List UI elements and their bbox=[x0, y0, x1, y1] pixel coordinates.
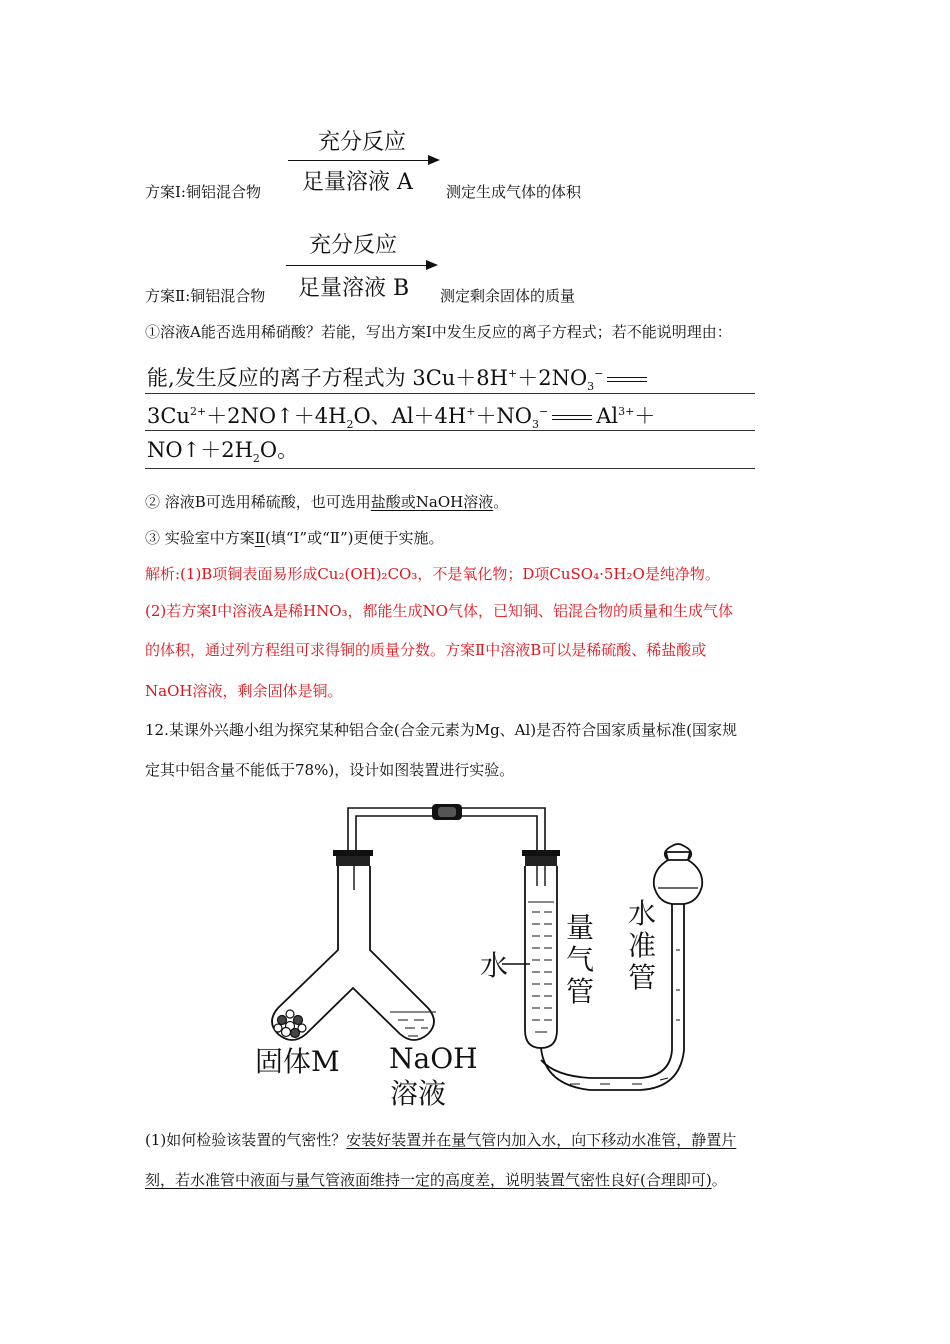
analysis-2-line-2: 的体积，通过列方程组可求得铜的质量分数。方案Ⅱ中溶液B可以是稀硫酸、稀盐酸或 bbox=[145, 641, 707, 659]
question-3: ③ 实验室中方案Ⅱ(填“Ⅰ”或“Ⅱ”)更便于实施。 bbox=[145, 529, 444, 547]
rubber-clip bbox=[432, 804, 462, 820]
y-tube bbox=[272, 866, 434, 1040]
rubber-u-tube bbox=[541, 904, 684, 1090]
scheme1-prefix: 方案Ⅰ:铜铝混合物 bbox=[145, 183, 261, 201]
label-gas-burette: 量气管 bbox=[566, 911, 595, 1008]
burette-water bbox=[528, 902, 554, 1032]
scheme2-condition-below: 足量溶液 B bbox=[298, 276, 410, 301]
analysis-1: 解析:(1)B项铜表面易形成Cu₂(OH)₂CO₃，不是氧化物；D项CuSO₄·5H₂O是纯净物。 bbox=[145, 565, 720, 583]
equal-sign bbox=[552, 415, 592, 420]
equal-sign bbox=[607, 377, 647, 382]
analysis-2-line-1: (2)若方案Ⅰ中溶液A是稀HNO₃，都能生成NO气体，已知铜、铝混合物的质量和生成气体 bbox=[145, 602, 733, 620]
gas-burette bbox=[525, 866, 557, 1048]
label-solid-m: 固体M bbox=[255, 1045, 340, 1078]
equation-line-1: 能,发生反应的离子方程式为 $3Cu+8H^++2NO_3^-$ bbox=[147, 360, 651, 401]
question-12-line-2: 定其中铝含量不能低于78%)，设计如图装置进行实验。 bbox=[145, 761, 515, 779]
question-1: ①溶液A能否选用稀硝酸？若能，写出方案Ⅰ中发生反应的离子方程式；若不能说明理由： bbox=[145, 323, 732, 341]
scheme2-arrow bbox=[286, 265, 426, 266]
question-2: ② 溶液B可选用稀硫酸，也可选用盐酸或NaOH溶液。 bbox=[145, 493, 509, 511]
up-arrow-icon: ↑ bbox=[276, 404, 294, 428]
scheme1-suffix: 测定生成气体的体积 bbox=[446, 183, 582, 201]
scheme1-arrow-head bbox=[428, 155, 440, 165]
equation-rule-3 bbox=[145, 468, 755, 469]
label-water: 水 bbox=[480, 949, 509, 982]
equation-line-2: $3Cu^{2+}+2NO↑+4H_2O$、$Al+4H^++NO_3^-$ $Al^{3+}+$ bbox=[147, 404, 656, 432]
part-1-answer-2: 刻，若水准管中液面与量气管液面维持一定的高度差，说明装置气密性良好(合理即可) bbox=[145, 1171, 712, 1189]
scheme2-arrow-head bbox=[426, 260, 438, 270]
scheme2-prefix: 方案Ⅱ:铜铝混合物 bbox=[145, 287, 266, 305]
y-tube-stopper bbox=[333, 850, 373, 866]
question-3-answer: Ⅱ bbox=[254, 529, 265, 547]
part-1-line-1: (1)如何检验该装置的气密性？安装好装置并在量气管内加入水，向下移动水准管，静置片 bbox=[145, 1131, 737, 1149]
up-arrow-icon: ↑ bbox=[182, 438, 201, 462]
solid-m-particles bbox=[274, 1010, 306, 1038]
label-solution: 溶液 bbox=[390, 1077, 447, 1110]
part-1-answer-1: 安装好装置并在量气管内加入水，向下移动水准管，静置片 bbox=[346, 1131, 737, 1149]
label-leveling-tube: 水准管 bbox=[628, 897, 657, 994]
equation-line-3: $NO↑+2H_2O$。 bbox=[147, 438, 299, 466]
scheme1-arrow bbox=[288, 160, 428, 161]
leveling-bulb bbox=[654, 844, 702, 904]
scheme1-condition-below: 足量溶液 A bbox=[302, 170, 413, 195]
question-12-line-1: 12.某课外兴趣小组为探究某种铝合金(合金元素为Mg、Al)是否符合国家质量标准(国家规 bbox=[145, 721, 738, 739]
scheme1-condition-above: 充分反应 bbox=[318, 130, 407, 155]
question-2-answer: 盐酸或NaOH溶液 bbox=[370, 493, 494, 511]
scheme2-suffix: 测定剩余固体的质量 bbox=[440, 287, 576, 305]
gas-burette-stopper bbox=[522, 850, 560, 866]
scheme2-condition-above: 充分反应 bbox=[309, 233, 398, 258]
part-1-line-2: 刻，若水准管中液面与量气管液面维持一定的高度差，说明装置气密性良好(合理即可)。 bbox=[145, 1171, 727, 1189]
equation-rule-2 bbox=[145, 430, 755, 431]
analysis-2-line-3: NaOH溶液，剩余固体是铜。 bbox=[145, 682, 343, 700]
label-naoh: NaOH bbox=[389, 1042, 478, 1075]
equation-rule-1 bbox=[145, 393, 755, 394]
burette-inner-tube bbox=[537, 866, 545, 886]
